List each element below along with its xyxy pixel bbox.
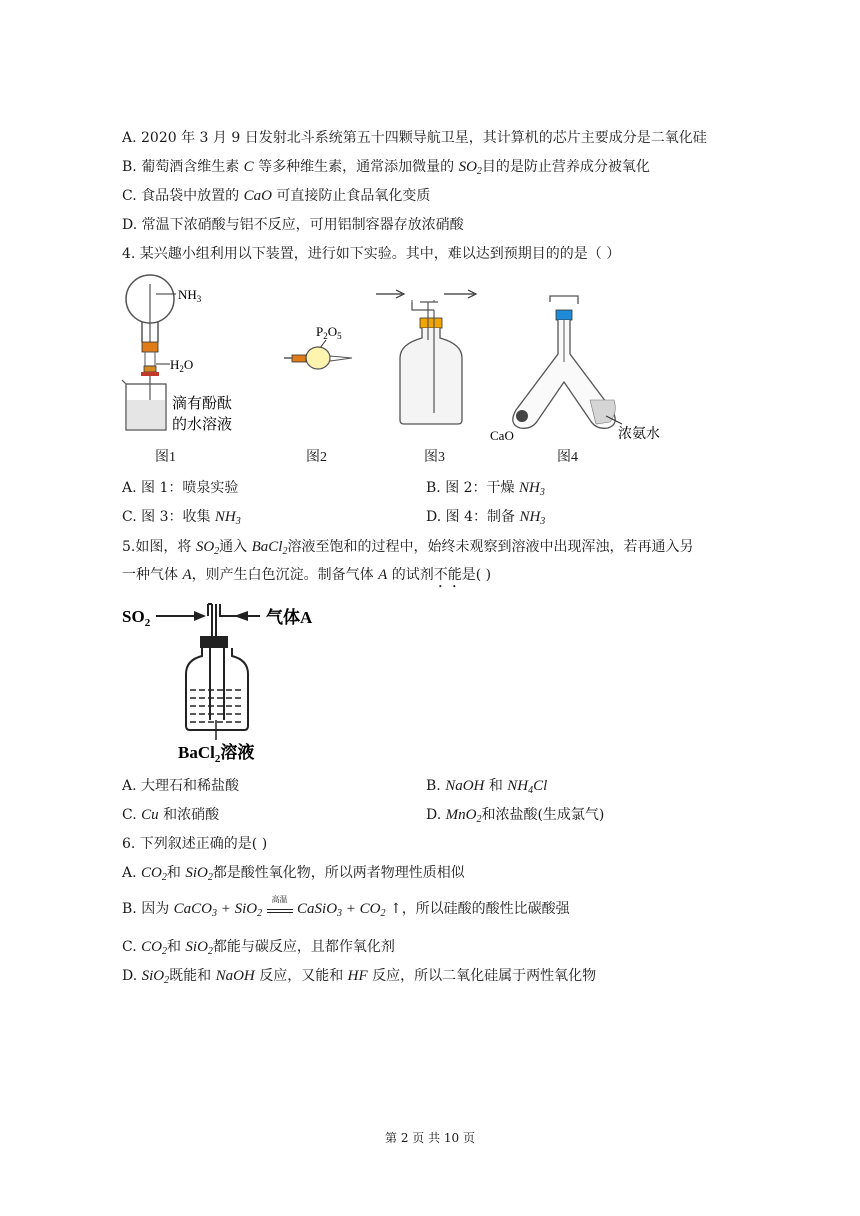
fig1-beaker-label-2: 的水溶液 (172, 417, 233, 433)
fig5-so2-label: $SO_2$ (122, 607, 151, 629)
figure-4-y-tube (486, 292, 666, 444)
figure-3-collecting-bottle (370, 288, 480, 428)
fig5-bacl2-label: BaCl$_2$溶液 (178, 743, 255, 765)
q4-option-d: D. 图 4：制备 $NH_3$ (426, 509, 546, 527)
fig1-nh3-label: $NH_3$ (178, 287, 202, 304)
q5-stem-line-2: 一种气体 A，则产生白色沉淀。制备气体 A 的试剂不能是( ) (122, 567, 492, 583)
caption-figure-1: 图1 (155, 450, 176, 465)
caption-figure-4: 图4 (557, 450, 578, 465)
q5-option-b: B. NaOH 和 $NH_4Cl$ (426, 778, 548, 796)
fig2-p2o5-label: $P_2O_5$ (316, 324, 342, 341)
q4-stem: 4. 某兴趣小组利用以下装置，进行如下实验。其中，难以达到预期目的的是（ ） (122, 246, 621, 262)
q3-option-c: C. 食品袋中放置的 CaO 可直接防止食品氧化变质 (122, 188, 431, 204)
q5-option-d: D. MnO$_2$和浓盐酸(生成氯气) (426, 807, 605, 825)
q4-option-c: C. 图 3：收集 $NH_3$ (122, 509, 241, 527)
figure-2-drying-tube (282, 318, 362, 378)
fig4-cao-label: CaO (490, 428, 514, 443)
q5-stem-line-1: 5.如图，将 $SO_2$通入 BaCl$_2$溶液至饱和的过程中，始终未观察到溶液中出现浑浊，若再通入另 (122, 539, 694, 557)
figure-5-gas-bottle (120, 594, 340, 766)
q6-option-b: B. 因为 CaCO$_3$ + SiO$_2$ 高温 CaSiO$_3$ + $CO_2$ ↑，所以硅酸的酸性比碳酸强 (122, 899, 570, 919)
q6-option-c: C. $CO_2$和 SiO$_2$都能与碳反应，且都作氧化剂 (122, 939, 395, 957)
q6-option-d: D. SiO$_2$既能和 NaOH 反应，又能和 HF 反应，所以二氧化硅属于两性氧化物 (122, 968, 597, 986)
fig1-h2o-label: $H_2O$ (170, 357, 194, 374)
figure-1-fountain-apparatus (120, 272, 260, 442)
q3-option-a: A. 2020 年 3 月 9 日发射北斗系统第五十四颗导航卫星，其计算机的芯片主要成分是二氧化硅 (122, 130, 707, 146)
q6-stem: 6. 下列叙述正确的是( ) (122, 836, 268, 852)
q4-option-a: A. 图 1：喷泉实验 (122, 480, 239, 496)
q5-emphasis-negation: 不能 (433, 567, 462, 583)
q6-option-a: A. $CO_2$和 SiO$_2$都是酸性氧化物，所以两者物理性质相似 (122, 865, 465, 883)
q3-option-d: D. 常温下浓硝酸与铝不反应，可用铝制容器存放浓硝酸 (122, 217, 464, 233)
fig1-beaker-label-1: 滴有酚酞 (172, 396, 233, 412)
q5-option-a: A. 大理石和稀盐酸 (122, 778, 240, 794)
caption-figure-2: 图2 (306, 450, 327, 465)
q5-option-c: C. Cu 和浓硝酸 (122, 807, 220, 823)
fig4-ammonia-label: 浓氨水 (618, 427, 660, 442)
q6-reaction-condition: 高温 (271, 895, 288, 904)
q4-option-b: B. 图 2：干燥 $NH_3$ (426, 480, 545, 498)
q3-option-b: B. 葡萄酒含维生素 C 等多种维生素，通常添加微量的 $SO_2$目的是防止营养成分被氧化 (122, 159, 650, 177)
page-footer: 第 2 页 共 10 页 (385, 1131, 475, 1145)
fig5-gas-a-label: 气体A (266, 608, 313, 627)
caption-figure-3: 图3 (424, 450, 445, 465)
